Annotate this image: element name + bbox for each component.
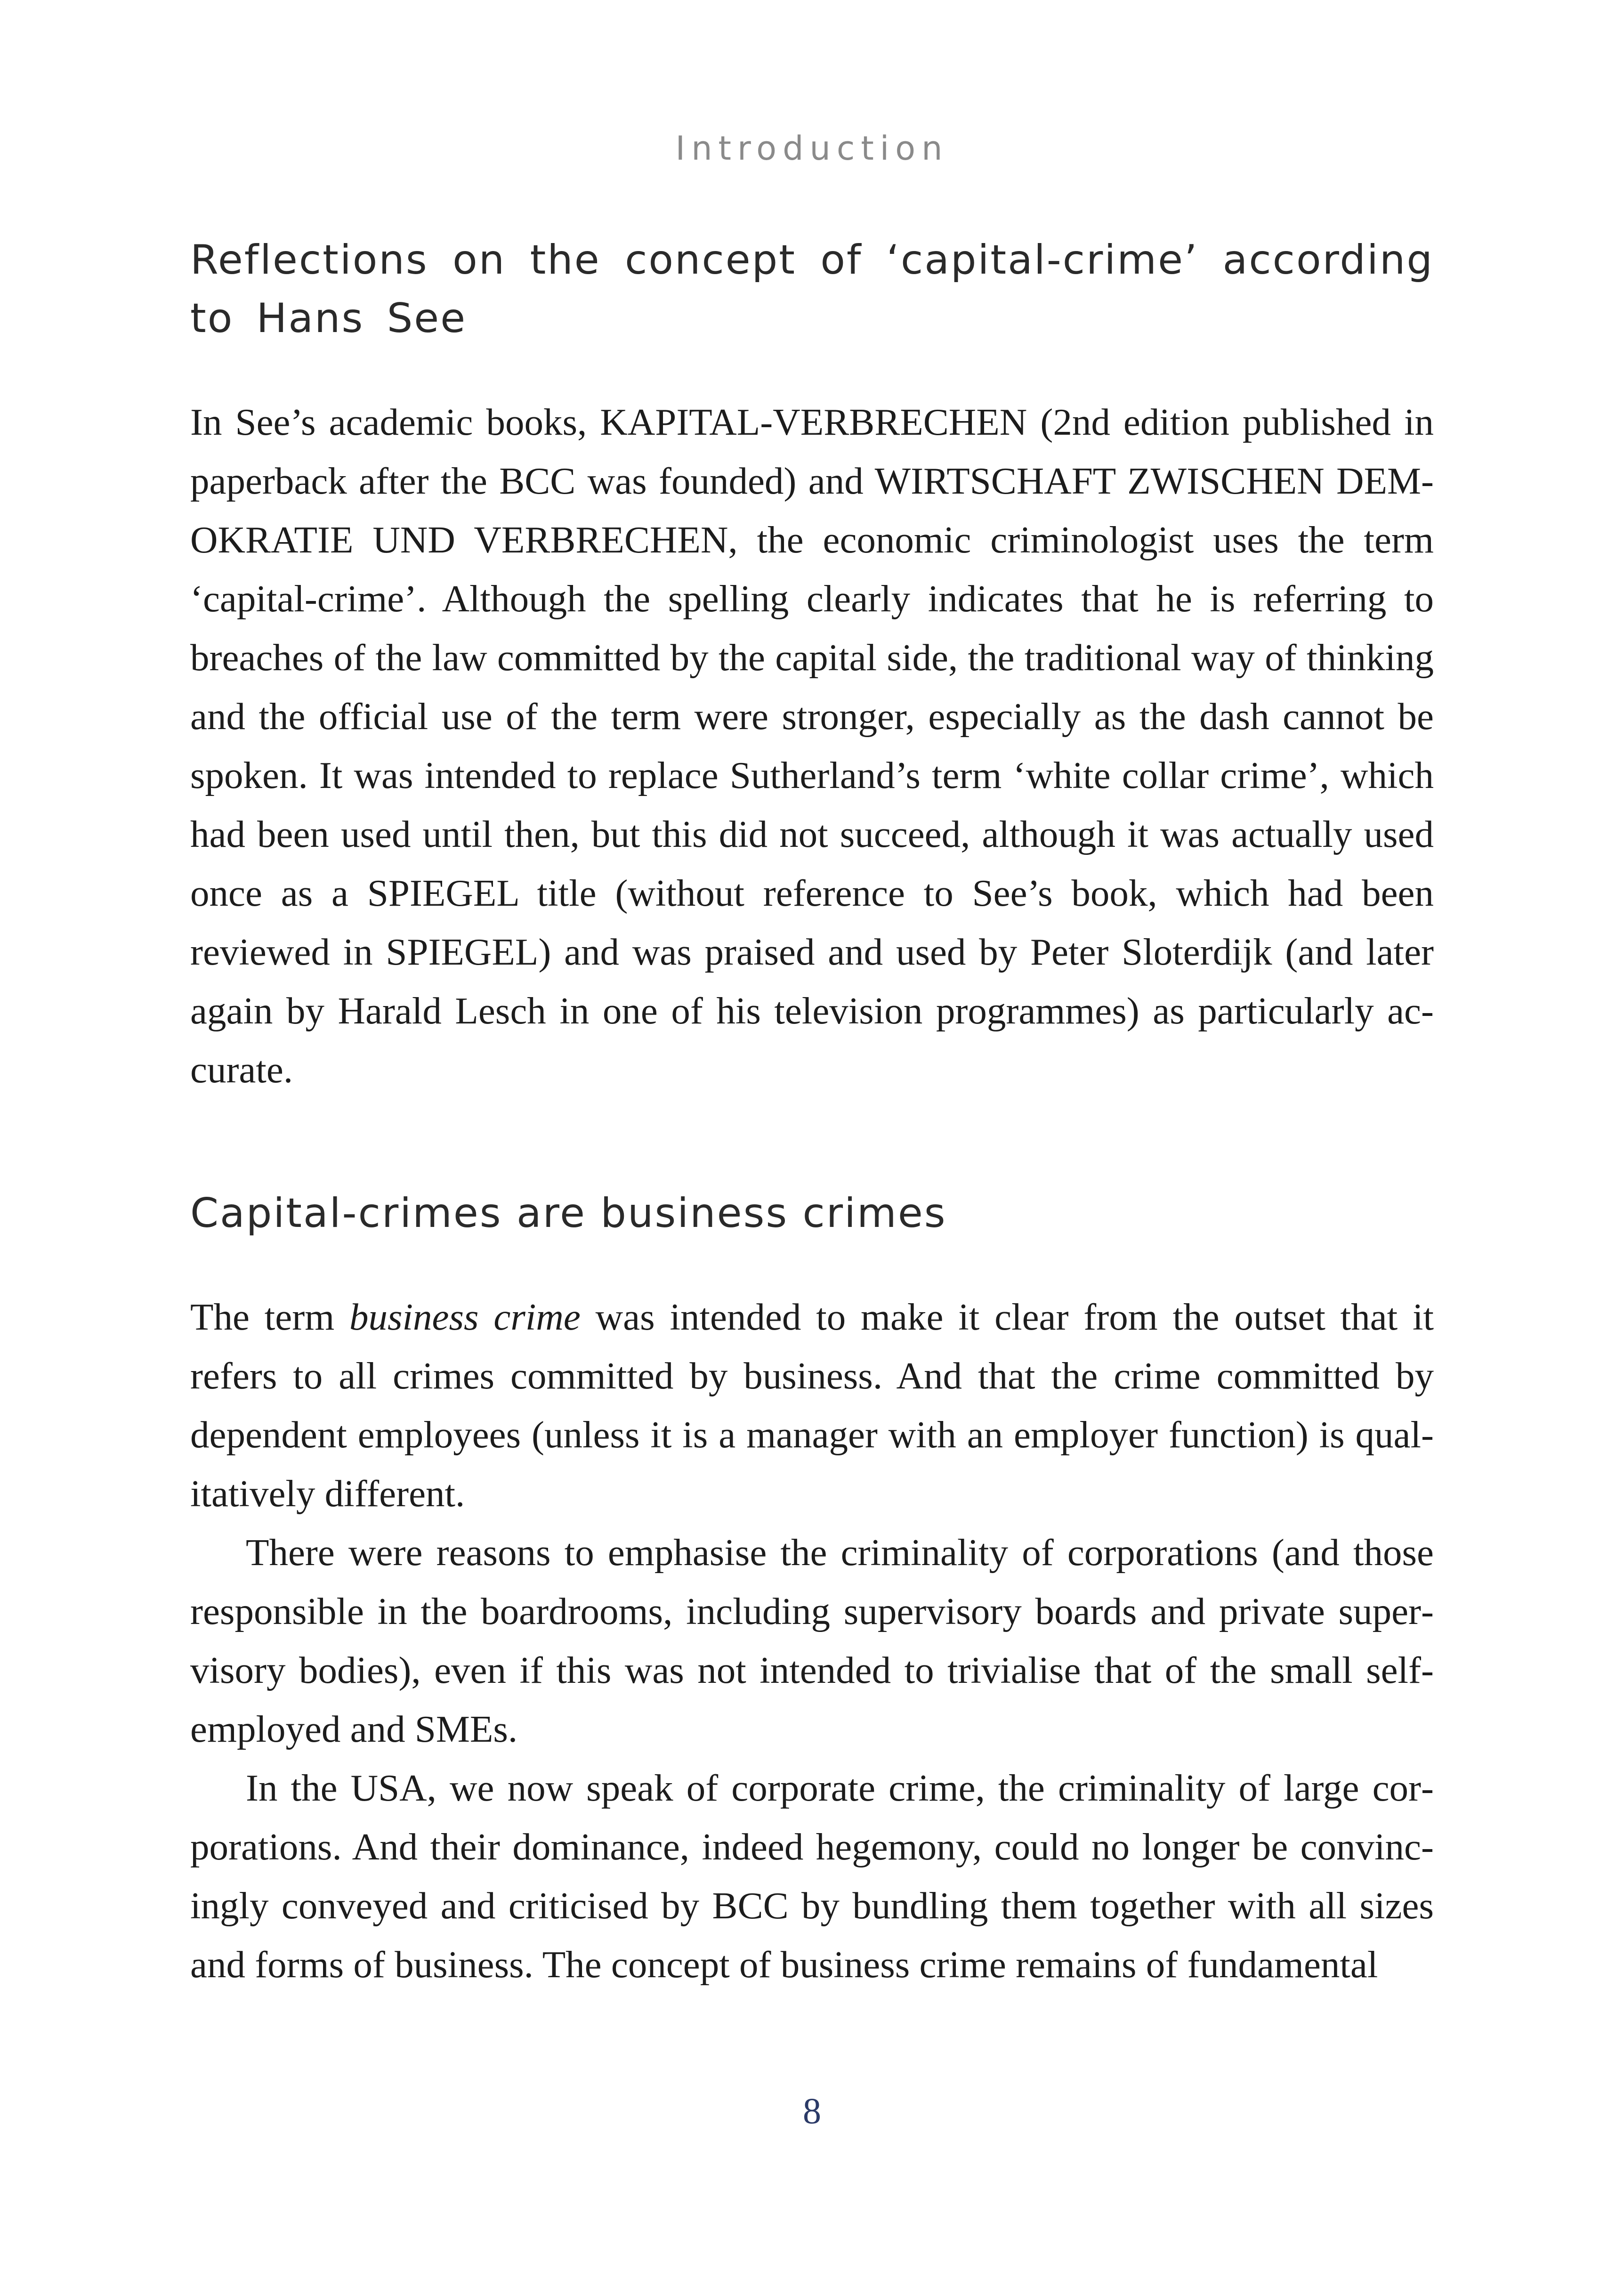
paragraph-usa-corporate-crime: In the USA, we now speak of corporate crime, the criminality of large corporations. And their dominance, indeed hegemony, could no longer be convincingly conveyed and criticised by BCC by bundling them together with all sizes and forms of business. The concept of business crime remains of fundamental — [190, 1767, 1434, 1986]
paragraph-business-crime-term — [190, 1288, 1434, 1523]
section-heading-business-crimes: Capital-crimes are business crimes — [190, 1190, 947, 1237]
paragraph-text: was intended to make it clear from the outset that it refers to all crimes committed by business. And that the crime committed by dependent employees (unless it is a manager with an employer function) is qualitatively different. — [190, 1296, 1434, 1515]
section-heading-capital-crime-concept: Reflections on the concept of ‘capital-crime’ according to Hans See — [190, 236, 1434, 342]
paragraph-capital-crime-concept: In See’s academic books, KAPITAL-VERBRECHEN (2nd edition published in paperback after the BCC was founded) and WIRTSCHAFT ZWISCHEN DEMOKRATIE UND VERBRECHEN, the economic criminologist uses the term ‘capital-crime’. Although the spelling clearly indicates that he is referring to breaches of the law committed by the capital side, the traditional way of thinking and the official use of the term were stronger, especially as the dash cannot be spoken. It was intended to replace Sutherland’s term ‘white collar crime’, which had been used until then, but this did not succeed, although it was actually used once as a SPIEGEL title (without reference to See’s book, which had been reviewed in SPIEGEL) and was praised and used by Peter Sloterdijk (and later again by Harald Lesch in one of his television programmes) as particularly accurate. — [190, 401, 1434, 1091]
page-body — [190, 231, 1434, 1994]
emphasis-business-crime: business crime — [349, 1296, 581, 1338]
paragraph-corporate-criminality: There were reasons to emphasise the criminality of corporations (and those responsible in the boardrooms, including supervisory boards and private supervisory bodies), even if this was not intended to trivialise that of the small self-employed and SMEs. — [190, 1531, 1434, 1750]
running-header: Introduction — [675, 129, 949, 168]
page-number: 8 — [803, 2090, 821, 2131]
paragraph-text: The term — [190, 1296, 350, 1338]
